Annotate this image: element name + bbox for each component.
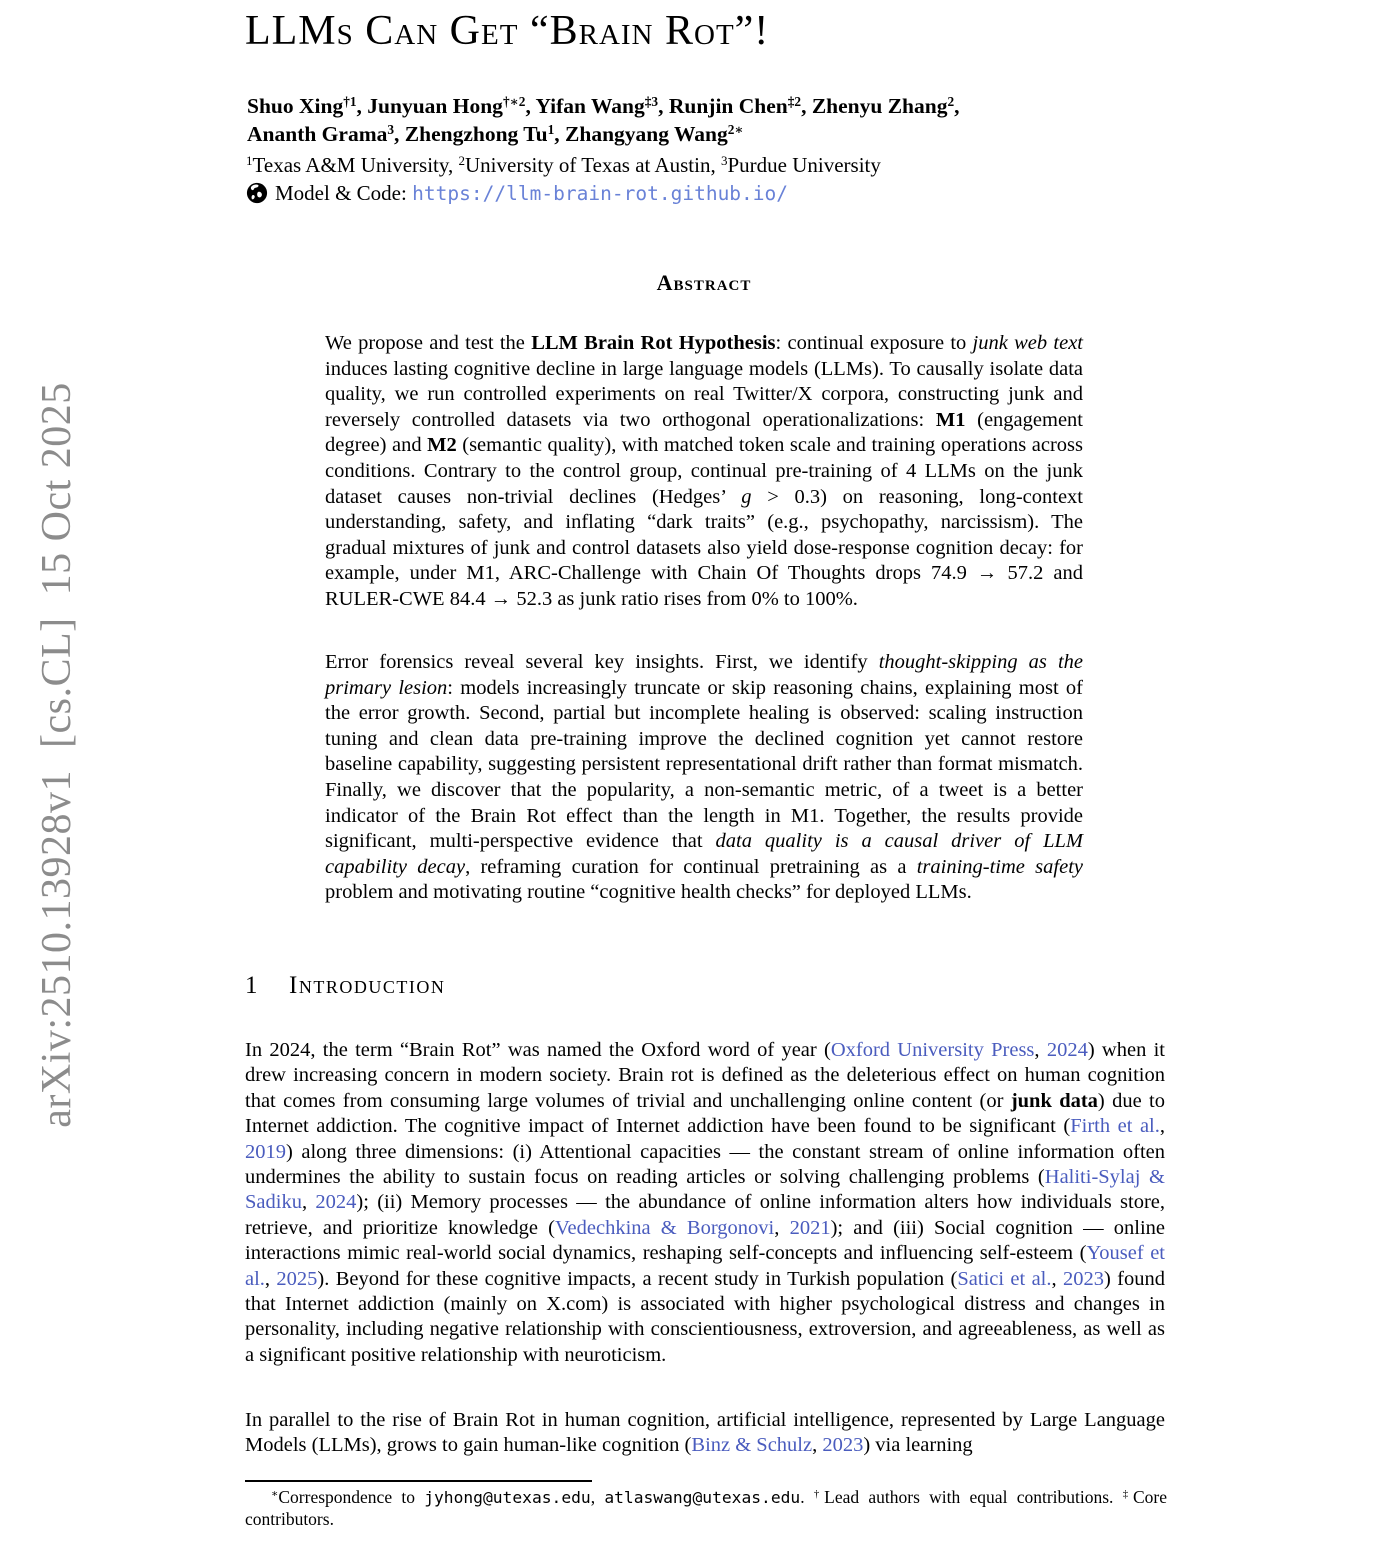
text-run: , <box>301 1191 316 1214</box>
citation-link[interactable]: Vedechkina & Borgonovi <box>554 1216 775 1239</box>
text-run: ∗ <box>271 1488 279 1501</box>
citation-link[interactable]: 2021 <box>789 1216 831 1239</box>
text-run: (engagement degree) and <box>325 408 1083 457</box>
text-run: ) via learning <box>863 1434 973 1457</box>
text-run: Ananth Grama <box>247 122 388 146</box>
text-run: Junyuan Hong <box>367 94 503 118</box>
text-run: ) found that Internet addiction (mainly on X.com) is associated with higher psychological distress and changes in personality, including negative relationship with conscientiousness, extroversion, and agreeableness, as well as a significant positive relationship with neuroticism. <box>245 1267 1165 1366</box>
citation-link[interactable]: Satici et al. <box>957 1267 1052 1290</box>
section-number: 1 <box>245 972 258 999</box>
text-run: M1 <box>935 408 966 431</box>
text-run: Texas A&M University, <box>252 153 459 177</box>
abstract-paragraph-1 <box>325 331 1083 613</box>
text-run: 1 <box>547 121 555 137</box>
text-run: In 2024, the term “Brain Rot” was named the Oxford word of year ( <box>245 1039 831 1061</box>
citation-link[interactable]: 2023 <box>822 1434 864 1457</box>
text-run: junk web text <box>972 332 1083 354</box>
text-run: Zhangyang Wang <box>565 122 728 146</box>
abstract-heading: Abstract <box>656 270 752 295</box>
text-run: data quality is a causal driver of LLM capability decay <box>325 830 1083 878</box>
text-run: . <box>800 1487 814 1507</box>
text-run: In parallel to the rise of Brain Rot in human cognition, artificial intelligence, represented by Large Language Models (LLMs), grows to gain human-like cognition ( <box>245 1409 1165 1457</box>
text-run: Zhenyu Zhang <box>811 94 948 118</box>
footnote-rule <box>245 1480 592 1482</box>
text-run: , <box>590 1487 605 1507</box>
text-run: ); (ii) Memory processes — the abundance of online information alters how individuals store, retrieve, and prioritize knowledge ( <box>245 1191 1165 1239</box>
text-run: †1 <box>343 93 357 109</box>
text-run: > 0.3) on reasoning, long-context understanding, safety, and inflating “dark traits” (e.g., psychopathy, narcissism). The gradual mixtures of junk and control datasets also yield dose-response cognition decay: for example, under M1, ARC-Challenge with Chain Of Thoughts drops 74.9 → 57.2 and RULER-CWE 84.4 → 52.3 as junk ratio rises from 0% to 100%. <box>325 485 1083 610</box>
footnote <box>245 1487 1167 1530</box>
text-run: , <box>812 1434 823 1457</box>
citation-link[interactable]: 2024 <box>1046 1039 1088 1061</box>
text-run: 3 <box>720 152 728 168</box>
text-run: ); and (iii) Social cognition — online interactions mimic real-world social dynamics, reshaping self-concepts and influencing self-esteem ( <box>245 1216 1166 1265</box>
text-run: Error forensics reveal several key insights. First, we identify <box>325 651 879 673</box>
text-run: Runjin Chen <box>668 94 788 118</box>
citation-link[interactable]: Haliti-Sylaj & Sadiku <box>245 1166 1165 1214</box>
text-run: jyhong@utexas.edu <box>424 1488 591 1507</box>
citation-link[interactable]: Firth et al. <box>1070 1115 1160 1138</box>
text-run: , <box>954 94 960 118</box>
text-run: Shuo Xing <box>247 94 344 118</box>
text-run: Purdue University <box>727 153 881 177</box>
model-code-label: Model & Code: <box>275 181 413 205</box>
citation-link[interactable]: 2023 <box>1062 1267 1104 1290</box>
text-run: (semantic quality), with matched token scale and training operations across conditions. Contrary to the control group, continual pre-training of 4 LLMs on the junk dataset causes non-trivial declines (Hedges’ <box>325 434 1083 508</box>
text-run: M2 <box>427 434 457 457</box>
arxiv-watermark: arXiv:2510.13928v1 [cs.CL] 15 Oct 2025 <box>34 382 80 1128</box>
text-run: induces lasting cognitive decline in large language models (LLMs). To causally isolate data quality, we run controlled experiments on real Twitter/X corpora, constructing junk and reversely controlled datasets via two orthogonal operationalizations: <box>325 357 1083 431</box>
paper-title: LLMs Can Get “Brain Rot”! <box>245 8 770 54</box>
text-run: ) along three dimensions: (i) Attentional capacities — the constant stream of online information often undermines the ability to sustain focus on reading articles or solving challenging problems ( <box>245 1140 1165 1189</box>
text-run: 2∗ <box>727 121 744 137</box>
model-code-line <box>246 180 788 207</box>
text-run: , <box>264 1267 277 1290</box>
intro-paragraph-1 <box>245 1038 1165 1368</box>
text-run: † <box>813 1488 825 1501</box>
citation-link[interactable]: 2024 <box>315 1191 357 1214</box>
intro-paragraph-2 <box>245 1408 1165 1459</box>
model-code-link[interactable]: https://llm-brain-rot.github.io/ <box>412 182 789 205</box>
text-run: : continual exposure to <box>775 332 973 354</box>
text-run: , <box>801 94 812 118</box>
text-run: training-time safety <box>916 855 1083 878</box>
text-run: g <box>741 485 752 508</box>
text-run: ) when it drew increasing concern in modern society. Brain rot is defined as the deleterious effect on human cognition that comes from consuming large volumes of trivial and unchallenging online content (or <box>245 1039 1165 1112</box>
text-run: , <box>774 1216 790 1239</box>
text-run: , <box>1159 1115 1165 1138</box>
text-run: We propose and test the <box>325 332 532 354</box>
text-run: 2 <box>947 93 955 109</box>
text-run: , <box>554 122 566 146</box>
text-run: junk data <box>1010 1089 1098 1112</box>
citation-link[interactable]: Yousef et al. <box>245 1242 1165 1290</box>
text-run: atlaswang@utexas.edu <box>604 1488 801 1507</box>
text-run: thought-skipping as the primary lesion <box>325 651 1083 699</box>
citation-link[interactable]: Oxford University Press <box>830 1039 1035 1061</box>
abstract-paragraph-2 <box>325 650 1083 906</box>
text-run: ). Beyond for these cognitive impacts, a recent study in Turkish population ( <box>317 1267 958 1290</box>
text-run: LLM Brain Rot Hypothesis <box>531 332 776 354</box>
author-list <box>247 92 960 148</box>
section-heading-introduction <box>245 972 445 1000</box>
globe-icon <box>246 180 268 207</box>
text-run: Correspondence to <box>278 1487 425 1507</box>
text-run: ‡ <box>1122 1488 1133 1501</box>
text-run: , <box>658 94 669 118</box>
text-run: Core contributors. <box>245 1487 1168 1529</box>
citation-link[interactable]: 2019 <box>245 1140 286 1163</box>
text-run: 3 <box>387 121 395 137</box>
text-run: , <box>356 94 368 118</box>
text-run: , reframing curation for continual pretraining as a <box>465 855 917 878</box>
text-run: : models increasingly truncate or skip reasoning chains, explaining most of the error growth. Second, partial but incomplete healing is observed: scaling instruction tuning and clean data pre-training improve the declined cognition yet cannot restore baseline capability, suggesting persistent representational drift rather than format mismatch. Finally, we discover that the popularity, a non-semantic metric, of a tweet is a better indicator of the Brain Rot effect than the length in M1. Together, the results provide significant, multi-perspective evidence that <box>325 676 1083 853</box>
text-run: Yifan Wang <box>535 94 645 118</box>
text-run: †∗2 <box>502 93 526 109</box>
text-run: ‡2 <box>787 93 802 109</box>
text-run: problem and motivating routine “cognitive health checks” for deployed LLMs. <box>325 881 972 904</box>
text-run: , <box>394 122 405 146</box>
text-run: University of Texas at Austin, <box>465 153 721 177</box>
text-run: 1 <box>246 152 253 168</box>
text-run: , <box>1051 1267 1063 1290</box>
text-run: 2 <box>458 152 466 168</box>
section-title: Introduction <box>289 972 446 999</box>
text-run: Lead authors with equal contributions. <box>824 1487 1123 1507</box>
text-run: , <box>1034 1039 1047 1061</box>
text-run: ‡3 <box>644 93 659 109</box>
affiliations <box>246 152 881 179</box>
text-run: ) due to Internet addiction. The cognitive impact of Internet addiction have been found to be significant ( <box>245 1089 1165 1138</box>
citation-link[interactable]: Binz & Schulz <box>691 1434 813 1457</box>
text-run: , <box>525 94 536 118</box>
text-run: Zhengzhong Tu <box>404 122 548 146</box>
citation-link[interactable]: 2025 <box>276 1267 318 1290</box>
